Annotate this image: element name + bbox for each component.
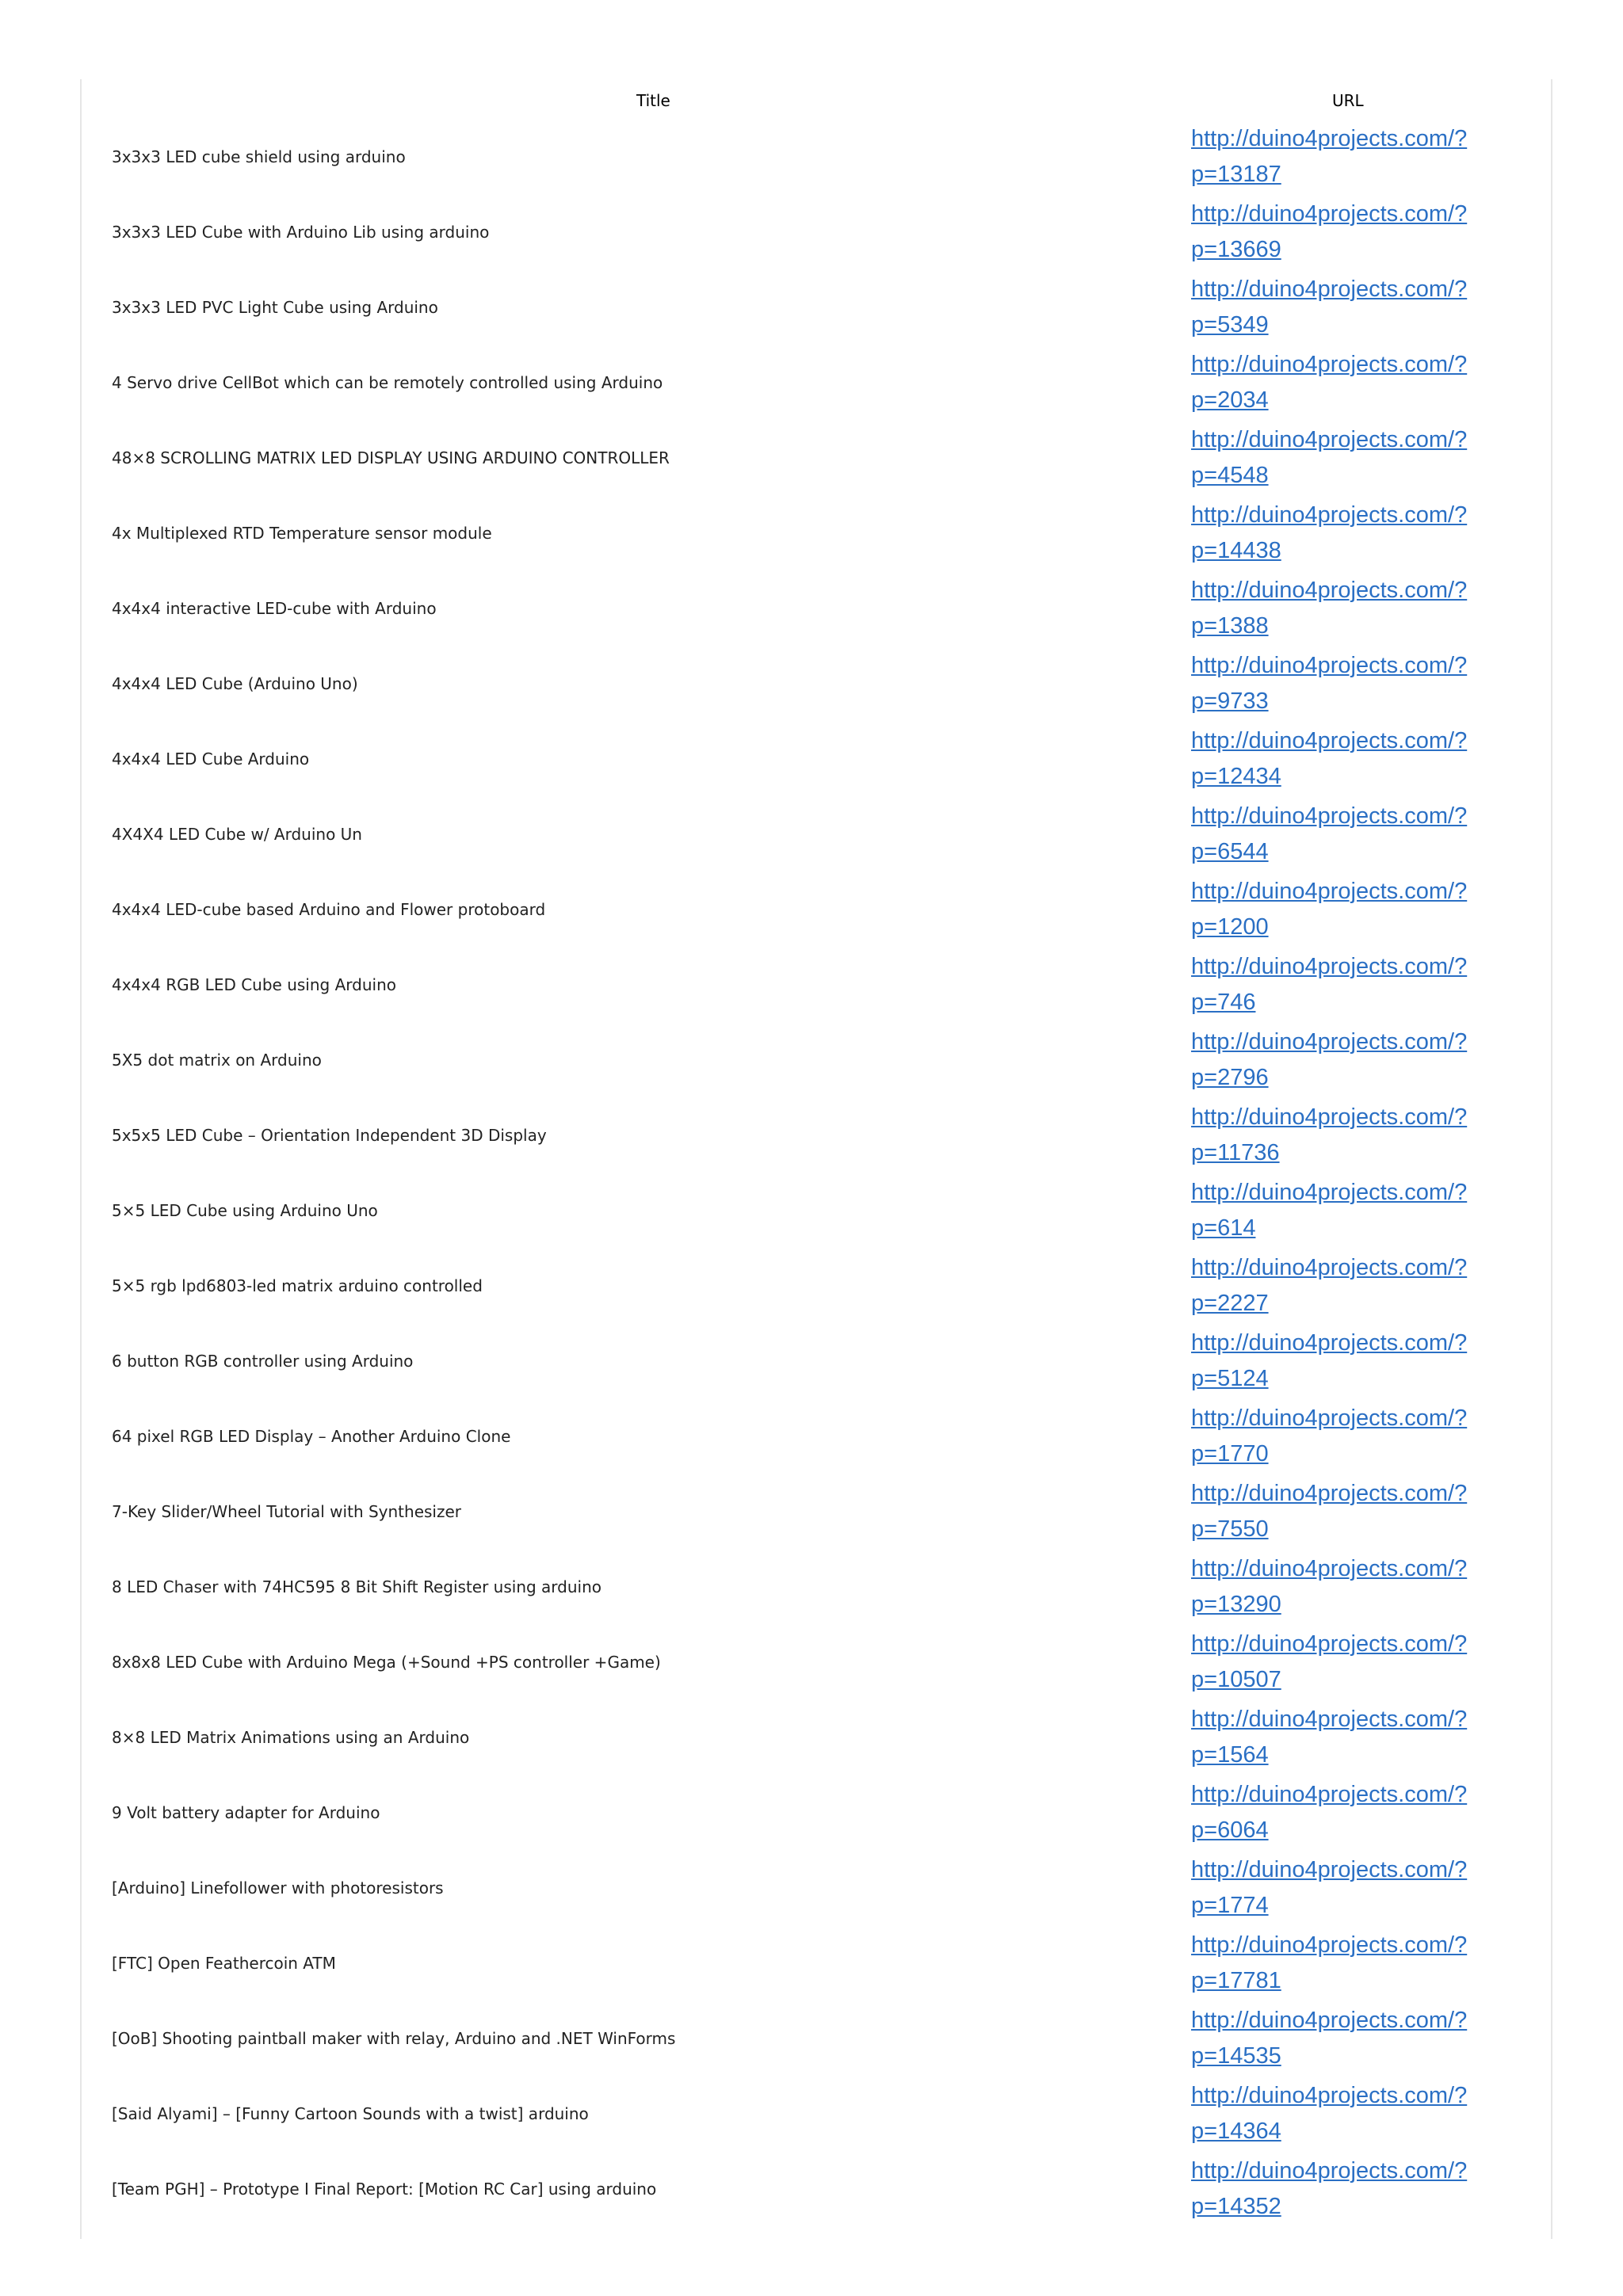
row-url-cell bbox=[1191, 1323, 1551, 1398]
row-url-line2: p=14535 bbox=[1191, 2042, 1281, 2069]
url-column-header: URL bbox=[1332, 91, 1364, 110]
table-row bbox=[82, 646, 1551, 721]
row-url-line2: p=14364 bbox=[1191, 2118, 1281, 2144]
row-url-line2: p=746 bbox=[1191, 989, 1256, 1015]
row-url-line2: p=11736 bbox=[1191, 1139, 1280, 1165]
row-url-line1: http://duino4projects.com/? bbox=[1191, 1329, 1468, 1356]
row-url-link[interactable] bbox=[1191, 272, 1484, 343]
row-url-line2: p=5349 bbox=[1191, 311, 1269, 338]
row-url-line1: http://duino4projects.com/? bbox=[1191, 1555, 1468, 1581]
row-url-cell bbox=[1191, 269, 1551, 345]
row-url-link[interactable] bbox=[1191, 347, 1484, 418]
row-url-cell bbox=[1191, 947, 1551, 1022]
row-title: 4x4x4 LED Cube (Arduino Uno) bbox=[112, 673, 358, 693]
table-row bbox=[82, 1775, 1551, 1850]
row-url-line2: p=4548 bbox=[1191, 462, 1269, 488]
row-url-line2: p=13290 bbox=[1191, 1591, 1281, 1617]
table-row bbox=[82, 119, 1551, 194]
row-url-cell bbox=[1191, 1248, 1551, 1323]
row-title: 5x5x5 LED Cube – Orientation Independent 3D Display bbox=[112, 1125, 547, 1145]
row-url-link[interactable] bbox=[1191, 2153, 1484, 2225]
row-title: 7-Key Slider/Wheel Tutorial with Synthesizer bbox=[112, 1501, 462, 1521]
table-row bbox=[82, 1173, 1551, 1248]
row-url-link[interactable] bbox=[1191, 1702, 1484, 1773]
row-url-cell bbox=[1191, 721, 1551, 796]
row-url-link[interactable] bbox=[1191, 949, 1484, 1020]
row-title: 3x3x3 LED Cube with Arduino Lib using arduino bbox=[112, 222, 490, 242]
row-url-line1: http://duino4projects.com/? bbox=[1191, 426, 1468, 452]
row-title: 8 LED Chaser with 74HC595 8 Bit Shift Register using arduino bbox=[112, 1577, 602, 1596]
row-url-line1: http://duino4projects.com/? bbox=[1191, 652, 1468, 678]
row-title: 6 button RGB controller using Arduino bbox=[112, 1351, 414, 1371]
row-url-line2: p=1200 bbox=[1191, 913, 1269, 940]
row-title: [Said Alyami] – [Funny Cartoon Sounds with a twist] arduino bbox=[112, 2103, 589, 2123]
row-url-line1: http://duino4projects.com/? bbox=[1191, 1480, 1468, 1506]
row-url-line1: http://duino4projects.com/? bbox=[1191, 953, 1468, 979]
row-url-link[interactable] bbox=[1191, 1024, 1484, 1096]
row-url-link[interactable] bbox=[1191, 196, 1484, 268]
row-url-line1: http://duino4projects.com/? bbox=[1191, 1856, 1468, 1882]
row-url-link[interactable] bbox=[1191, 1551, 1484, 1623]
row-url-line1: http://duino4projects.com/? bbox=[1191, 351, 1468, 377]
row-url-link[interactable] bbox=[1191, 1100, 1484, 1171]
row-url-line2: p=14352 bbox=[1191, 2193, 1281, 2219]
row-title: [Arduino] Linefollower with photoresistors bbox=[112, 1878, 444, 1897]
row-url-line1: http://duino4projects.com/? bbox=[1191, 1932, 1468, 1958]
row-title: 4x4x4 RGB LED Cube using Arduino bbox=[112, 974, 396, 994]
row-url-link[interactable] bbox=[1191, 422, 1484, 494]
row-url-line1: http://duino4projects.com/? bbox=[1191, 577, 1468, 603]
table-row bbox=[82, 1323, 1551, 1398]
table-row bbox=[82, 570, 1551, 646]
row-url-link[interactable] bbox=[1191, 1627, 1484, 1698]
row-url-link[interactable] bbox=[1191, 1777, 1484, 1848]
row-url-link[interactable] bbox=[1191, 1852, 1484, 1924]
table-row bbox=[82, 194, 1551, 269]
row-url-link[interactable] bbox=[1191, 1325, 1484, 1397]
row-url-cell bbox=[1191, 1850, 1551, 1925]
row-url-cell bbox=[1191, 646, 1551, 721]
row-url-line2: p=6544 bbox=[1191, 838, 1269, 864]
table-row bbox=[82, 1699, 1551, 1775]
row-url-line2: p=12434 bbox=[1191, 763, 1281, 789]
row-url-line1: http://duino4projects.com/? bbox=[1191, 1179, 1468, 1205]
row-url-link[interactable] bbox=[1191, 573, 1484, 644]
row-url-cell bbox=[1191, 2151, 1551, 2226]
row-url-link[interactable] bbox=[1191, 1928, 1484, 1999]
row-url-cell bbox=[1191, 345, 1551, 420]
row-url-link[interactable] bbox=[1191, 2003, 1484, 2074]
row-url-link[interactable] bbox=[1191, 498, 1484, 569]
row-title: 4x4x4 LED-cube based Arduino and Flower protoboard bbox=[112, 899, 546, 919]
row-url-line2: p=2227 bbox=[1191, 1290, 1269, 1316]
table-row bbox=[82, 1925, 1551, 2000]
table-row bbox=[82, 1549, 1551, 1624]
row-url-line1: http://duino4projects.com/? bbox=[1191, 803, 1468, 829]
row-url-cell bbox=[1191, 1474, 1551, 1549]
table-body bbox=[82, 119, 1551, 2226]
row-url-line1: http://duino4projects.com/? bbox=[1191, 2007, 1468, 2033]
row-url-line1: http://duino4projects.com/? bbox=[1191, 125, 1468, 151]
row-title: 5×5 LED Cube using Arduino Uno bbox=[112, 1200, 378, 1220]
row-url-link[interactable] bbox=[1191, 1476, 1484, 1547]
table-row bbox=[82, 1022, 1551, 1097]
table-row bbox=[82, 269, 1551, 345]
row-url-link[interactable] bbox=[1191, 121, 1484, 193]
row-title: 3x3x3 LED PVC Light Cube using Arduino bbox=[112, 297, 438, 317]
row-title: 4X4X4 LED Cube w/ Arduino Un bbox=[112, 824, 362, 844]
row-url-line2: p=10507 bbox=[1191, 1666, 1281, 1692]
row-url-line2: p=13187 bbox=[1191, 161, 1281, 187]
row-url-link[interactable] bbox=[1191, 1401, 1484, 1472]
table-row bbox=[82, 420, 1551, 495]
row-title: 4 Servo drive CellBot which can be remotely controlled using Arduino bbox=[112, 372, 663, 392]
table-row bbox=[82, 1624, 1551, 1699]
row-title: 48×8 SCROLLING MATRIX LED DISPLAY USING ARDUINO CONTROLLER bbox=[112, 448, 670, 467]
row-title: [Team PGH] – Prototype I Final Report: [Motion RC Car] using arduino bbox=[112, 2179, 657, 2199]
row-url-link[interactable] bbox=[1191, 1175, 1484, 1246]
table-row bbox=[82, 871, 1551, 947]
row-url-line2: p=6064 bbox=[1191, 1817, 1269, 1843]
row-title: 8x8x8 LED Cube with Arduino Mega (+Sound +PS controller +Game) bbox=[112, 1652, 661, 1672]
row-url-link[interactable] bbox=[1191, 799, 1484, 870]
row-url-cell bbox=[1191, 194, 1551, 269]
table-row bbox=[82, 495, 1551, 570]
row-url-line2: p=1388 bbox=[1191, 612, 1269, 639]
row-url-line2: p=9733 bbox=[1191, 688, 1269, 714]
row-url-cell bbox=[1191, 1398, 1551, 1474]
table-row bbox=[82, 1398, 1551, 1474]
row-url-line2: p=1774 bbox=[1191, 1892, 1269, 1918]
row-url-line1: http://duino4projects.com/? bbox=[1191, 1706, 1468, 1732]
row-url-line2: p=5124 bbox=[1191, 1365, 1269, 1391]
row-title: 3x3x3 LED cube shield using arduino bbox=[112, 147, 406, 166]
table-row bbox=[82, 2000, 1551, 2076]
row-url-cell bbox=[1191, 2000, 1551, 2076]
row-url-link[interactable] bbox=[1191, 874, 1484, 945]
row-url-cell bbox=[1191, 495, 1551, 570]
row-url-cell bbox=[1191, 570, 1551, 646]
row-url-line1: http://duino4projects.com/? bbox=[1191, 878, 1468, 904]
row-url-cell bbox=[1191, 1775, 1551, 1850]
row-url-link[interactable] bbox=[1191, 2078, 1484, 2149]
row-url-link[interactable] bbox=[1191, 1250, 1484, 1322]
table-row bbox=[82, 2076, 1551, 2151]
row-url-line1: http://duino4projects.com/? bbox=[1191, 1104, 1468, 1130]
row-url-cell bbox=[1191, 119, 1551, 194]
row-url-line2: p=614 bbox=[1191, 1215, 1256, 1241]
row-title: 4x4x4 LED Cube Arduino bbox=[112, 749, 310, 769]
row-url-cell bbox=[1191, 1022, 1551, 1097]
table-row bbox=[82, 1850, 1551, 1925]
row-url-cell bbox=[1191, 1097, 1551, 1173]
row-title: [FTC] Open Feathercoin ATM bbox=[112, 1953, 336, 1973]
row-title: 8×8 LED Matrix Animations using an Arduino bbox=[112, 1727, 470, 1747]
row-url-line2: p=2796 bbox=[1191, 1064, 1269, 1090]
title-column-header: Title bbox=[636, 91, 670, 110]
row-url-line1: http://duino4projects.com/? bbox=[1191, 276, 1468, 302]
row-url-line2: p=1564 bbox=[1191, 1741, 1269, 1768]
row-url-line1: http://duino4projects.com/? bbox=[1191, 727, 1468, 753]
row-url-line1: http://duino4projects.com/? bbox=[1191, 1405, 1468, 1431]
row-title: 4x Multiplexed RTD Temperature sensor module bbox=[112, 523, 492, 543]
row-url-line1: http://duino4projects.com/? bbox=[1191, 1028, 1468, 1055]
row-url-link[interactable] bbox=[1191, 723, 1484, 795]
row-url-cell bbox=[1191, 1173, 1551, 1248]
row-url-line2: p=2034 bbox=[1191, 387, 1269, 413]
table-row bbox=[82, 1248, 1551, 1323]
row-url-line1: http://duino4projects.com/? bbox=[1191, 2082, 1468, 2108]
row-title: 4x4x4 interactive LED-cube with Arduino bbox=[112, 598, 437, 618]
project-table bbox=[82, 82, 1551, 2226]
row-url-cell bbox=[1191, 1925, 1551, 2000]
row-url-line2: p=14438 bbox=[1191, 537, 1281, 563]
row-url-line1: http://duino4projects.com/? bbox=[1191, 2157, 1468, 2183]
row-url-line1: http://duino4projects.com/? bbox=[1191, 200, 1468, 227]
row-url-cell bbox=[1191, 796, 1551, 871]
row-url-line1: http://duino4projects.com/? bbox=[1191, 1630, 1468, 1657]
table-row bbox=[82, 1474, 1551, 1549]
row-title: 5×5 rgb lpd6803-led matrix arduino controlled bbox=[112, 1276, 483, 1295]
row-url-line1: http://duino4projects.com/? bbox=[1191, 502, 1468, 528]
row-url-cell bbox=[1191, 1699, 1551, 1775]
row-url-line2: p=17781 bbox=[1191, 1967, 1281, 1993]
row-title: 9 Volt battery adapter for Arduino bbox=[112, 1802, 380, 1822]
row-title: 64 pixel RGB LED Display – Another Arduino Clone bbox=[112, 1426, 511, 1446]
row-url-cell bbox=[1191, 420, 1551, 495]
table-row bbox=[82, 721, 1551, 796]
table-row bbox=[82, 947, 1551, 1022]
row-title: [OoB] Shooting paintball maker with relay, Arduino and .NET WinForms bbox=[112, 2028, 676, 2048]
row-url-cell bbox=[1191, 2076, 1551, 2151]
table-row bbox=[82, 796, 1551, 871]
row-url-link[interactable] bbox=[1191, 648, 1484, 719]
row-url-line1: http://duino4projects.com/? bbox=[1191, 1254, 1468, 1280]
table-header-row bbox=[82, 82, 1551, 119]
row-url-line2: p=1770 bbox=[1191, 1440, 1269, 1466]
row-url-line2: p=7550 bbox=[1191, 1516, 1269, 1542]
table-row bbox=[82, 1097, 1551, 1173]
row-url-line2: p=13669 bbox=[1191, 236, 1281, 262]
row-url-cell bbox=[1191, 1549, 1551, 1624]
row-url-cell bbox=[1191, 1624, 1551, 1699]
table-row bbox=[82, 345, 1551, 420]
row-url-line1: http://duino4projects.com/? bbox=[1191, 1781, 1468, 1807]
row-title: 5X5 dot matrix on Arduino bbox=[112, 1050, 322, 1070]
table-row bbox=[82, 2151, 1551, 2226]
row-url-cell bbox=[1191, 871, 1551, 947]
